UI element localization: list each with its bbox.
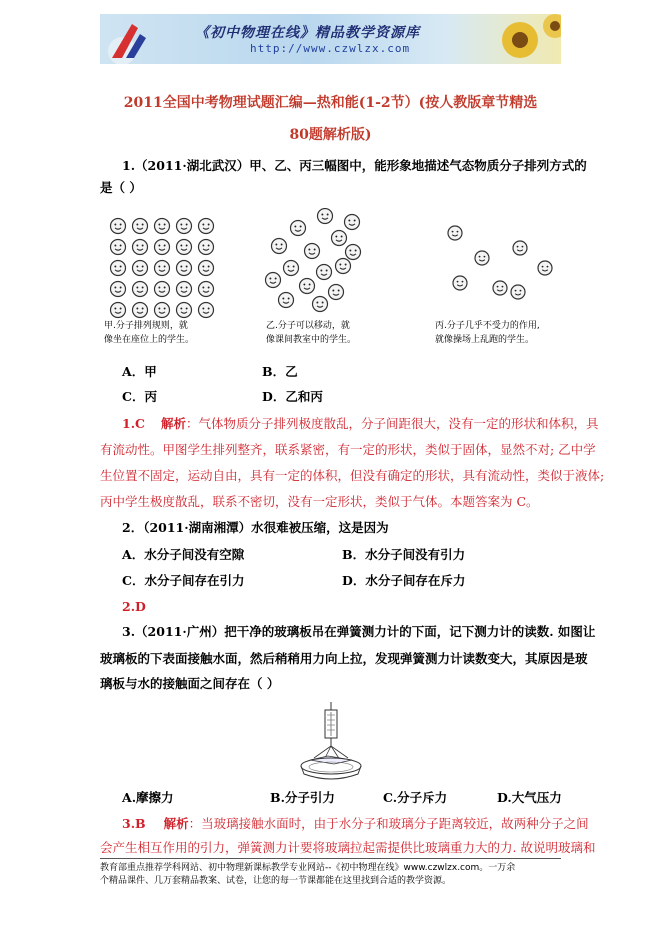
q1-analysis-2: 有流动性。甲图学生排列整齐，联系紧密，有一定的形状，类似于固体，显然不对; 乙中学	[100, 442, 596, 457]
molecule-face	[511, 285, 525, 299]
molecule-eye	[354, 220, 356, 222]
molecule-eye	[136, 245, 138, 247]
molecule-face	[111, 240, 126, 255]
molecule-eye	[120, 266, 122, 268]
q3-analysis-label: 解析	[163, 816, 189, 831]
q3-answer: 3.B	[122, 816, 146, 831]
molecule-eye	[202, 266, 204, 268]
q3-analysis-2: 会产生相互作用的引力，弹簧测力计要将玻璃拉起需提供比玻璃重力大的力. 故说明玻璃和	[100, 840, 596, 855]
molecule-face	[300, 279, 315, 294]
molecule-face	[155, 303, 170, 318]
molecule-eye	[164, 308, 166, 310]
molecule-eye	[142, 287, 144, 289]
molecule-eye	[158, 287, 160, 289]
molecule-eye	[349, 250, 351, 252]
molecule-face	[133, 219, 148, 234]
molecule-eye	[180, 308, 182, 310]
molecule-eye	[136, 224, 138, 226]
molecule-eye	[515, 290, 517, 292]
molecule-eye	[208, 287, 210, 289]
q2-option-d: D．水分子间存在斥力	[342, 573, 466, 588]
molecule-face	[318, 209, 333, 224]
molecule-eye	[293, 266, 295, 268]
q1-molecule-figures	[100, 208, 561, 320]
molecule-face	[177, 282, 192, 297]
molecule-eye	[269, 278, 271, 280]
molecule-eye	[282, 298, 284, 300]
molecule-face	[155, 261, 170, 276]
molecule-eye	[186, 245, 188, 247]
molecule-eye	[142, 245, 144, 247]
molecule-eye	[120, 224, 122, 226]
fig-b-caption-2: 像课间教室中的学生。	[266, 335, 357, 345]
q2-stem: 2．（2011·湖南湘潭）水很难被压缩，这是因为	[122, 520, 389, 535]
q1-option-a: A．甲	[122, 364, 157, 379]
molecule-face	[111, 303, 126, 318]
footer-line1: 教育部重点推荐学科网站、初中物理新课标教学专业网站--《初中物理在线》www.czwlzx.com。一万余	[100, 863, 516, 873]
footer-divider	[100, 858, 561, 859]
q3-stem-line3: 璃板与水的接触面之间存在（ ）	[100, 676, 280, 691]
molecule-eye	[158, 266, 160, 268]
molecule-eye	[120, 287, 122, 289]
molecule-eye	[208, 266, 210, 268]
molecule-face	[332, 231, 347, 246]
molecule-eye	[308, 249, 310, 251]
q1-option-c: C．丙	[122, 389, 157, 404]
molecule-eye	[517, 246, 519, 248]
molecule-face	[336, 259, 351, 274]
molecule-face	[448, 226, 462, 240]
banner-title: 《初中物理在线》精品教学资源库	[195, 25, 420, 41]
q1-answer: 1.C	[122, 416, 145, 431]
molecule-face	[199, 219, 214, 234]
q1-option-b: B．乙	[262, 364, 298, 379]
molecule-eye	[186, 224, 188, 226]
molecule-eye	[142, 224, 144, 226]
q3-answer-line	[122, 816, 589, 832]
molecule-face	[313, 297, 328, 312]
molecule-eye	[120, 245, 122, 247]
molecule-eye	[120, 308, 122, 310]
q2-option-c: C．水分子间存在引力	[122, 573, 245, 588]
molecule-face	[133, 240, 148, 255]
fig-c-caption-1: 丙.分子几乎不受力的作用,	[435, 321, 540, 331]
molecule-eye	[158, 224, 160, 226]
q1-answer-line	[122, 416, 599, 432]
molecule-eye	[142, 308, 144, 310]
molecule-eye	[321, 214, 323, 216]
molecule-face	[475, 251, 489, 265]
q1-analysis-4: 丙中学生极度散乱，联系不密切，没有一定形状，类似于气体。本题答案为 C。	[100, 494, 539, 509]
molecule-eye	[114, 245, 116, 247]
molecule-face	[133, 282, 148, 297]
molecule-eye	[355, 250, 357, 252]
molecule-face	[177, 219, 192, 234]
molecule-eye	[288, 298, 290, 300]
footer-line2: 个精品课件、几万套精品教案、试卷，让您的每一节课都能在这里找到合适的教学资源。	[100, 876, 452, 886]
doc-title-line2: 80题解析版)	[289, 127, 372, 143]
molecule-eye	[462, 281, 464, 283]
molecule-eye	[452, 231, 454, 233]
q3-option-b: B.分子引力	[270, 790, 335, 805]
figure-jia-solid	[111, 219, 214, 318]
molecule-eye	[335, 236, 337, 238]
molecule-eye	[202, 245, 204, 247]
molecule-eye	[457, 231, 459, 233]
molecule-eye	[314, 249, 316, 251]
molecule-eye	[309, 284, 311, 286]
molecule-eye	[136, 308, 138, 310]
molecule-face	[279, 293, 294, 308]
molecule-face	[155, 282, 170, 297]
molecule-eye	[542, 266, 544, 268]
doc-title-line1: 2011全国中考物理试题汇编—热和能(1-2节）(按人教版章节精选	[123, 95, 538, 111]
molecule-eye	[497, 286, 499, 288]
molecule-face	[133, 303, 148, 318]
molecule-eye	[348, 220, 350, 222]
molecule-eye	[186, 308, 188, 310]
molecule-face	[266, 273, 281, 288]
q1-stem-line1: 1.（2011·湖北武汉）甲、乙、丙三幅图中，能形象地描述气态物质分子排列方式的	[122, 158, 587, 173]
q2-option-a: A．水分子间没有空隙	[122, 547, 245, 562]
molecule-eye	[287, 266, 289, 268]
q3-stem-line1: 3.（2011·广州）把干净的玻璃板吊在弹簧测力计的下面，记下测力计的读数. 如图让	[122, 624, 596, 639]
molecule-eye	[332, 290, 334, 292]
molecule-eye	[186, 266, 188, 268]
q1-analysis-1: ：气体物质分子排列极度散乱，分子间距很大，没有一定的形状和体积，具	[186, 416, 599, 431]
q1-analysis-3: 生位置不固定，运动自由，具有一定的体积，但没有确定的形状，具有流动性，类似于液体;	[100, 468, 605, 483]
fig-a-caption-2: 像坐在座位上的学生。	[104, 335, 195, 345]
molecule-eye	[208, 224, 210, 226]
banner-url[interactable]: http://www.czwlzx.com	[250, 42, 411, 55]
molecule-face	[111, 261, 126, 276]
molecule-eye	[303, 284, 305, 286]
molecule-face	[155, 219, 170, 234]
fig-a-caption-1: 甲.分子排列规则，就	[104, 321, 188, 331]
molecule-eye	[520, 290, 522, 292]
molecule-eye	[208, 245, 210, 247]
molecule-eye	[136, 287, 138, 289]
molecule-eye	[208, 308, 210, 310]
molecule-face	[177, 303, 192, 318]
molecule-face	[177, 240, 192, 255]
molecule-face	[111, 282, 126, 297]
molecule-eye	[186, 287, 188, 289]
molecule-face	[345, 215, 360, 230]
figure-bing-gas	[448, 226, 552, 299]
q2-option-b: B．水分子间没有引力	[342, 547, 466, 562]
molecule-face	[199, 282, 214, 297]
molecule-eye	[275, 244, 277, 246]
q2-answer: 2.D	[122, 599, 146, 614]
molecule-eye	[114, 308, 116, 310]
molecule-eye	[502, 286, 504, 288]
molecule-face	[305, 244, 320, 259]
q1-option-d: D．乙和丙	[262, 389, 323, 404]
molecule-eye	[338, 290, 340, 292]
molecule-eye	[164, 287, 166, 289]
molecule-face	[199, 261, 214, 276]
molecule-face	[177, 261, 192, 276]
molecule-face	[272, 239, 287, 254]
q3-analysis-1: ：当玻璃接触水面时，由于水分子和玻璃分子距离较近，故两种分子之间	[188, 816, 589, 831]
molecule-face	[346, 245, 361, 260]
molecule-face	[111, 219, 126, 234]
site-banner	[100, 14, 561, 64]
molecule-eye	[479, 256, 481, 258]
q3-stem-line2: 玻璃板的下表面接触水面，然后稍稍用力向上拉，发现弹簧测力计读数变大，其原因是玻	[100, 651, 588, 666]
molecule-eye	[136, 266, 138, 268]
molecule-face	[199, 240, 214, 255]
q3-option-a: A.摩擦力	[122, 790, 174, 805]
q3-option-c: C.分子斥力	[383, 790, 448, 805]
molecule-eye	[164, 266, 166, 268]
molecule-eye	[114, 266, 116, 268]
molecule-eye	[326, 270, 328, 272]
molecule-eye	[202, 224, 204, 226]
molecule-eye	[300, 226, 302, 228]
molecule-eye	[114, 224, 116, 226]
molecule-eye	[164, 245, 166, 247]
molecule-eye	[345, 264, 347, 266]
molecule-face	[538, 261, 552, 275]
molecule-eye	[142, 266, 144, 268]
molecule-eye	[180, 245, 182, 247]
molecule-eye	[522, 246, 524, 248]
molecule-eye	[281, 244, 283, 246]
molecule-eye	[320, 270, 322, 272]
molecule-face	[453, 276, 467, 290]
molecule-face	[155, 240, 170, 255]
molecule-eye	[327, 214, 329, 216]
spring-scale-apparatus-figure	[298, 700, 364, 782]
molecule-face	[199, 303, 214, 318]
molecule-eye	[275, 278, 277, 280]
molecule-face	[513, 241, 527, 255]
molecule-eye	[202, 287, 204, 289]
molecule-face	[317, 265, 332, 280]
molecule-eye	[158, 308, 160, 310]
molecule-eye	[294, 226, 296, 228]
molecule-eye	[322, 302, 324, 304]
q3-option-d: D.大气压力	[497, 790, 562, 805]
molecule-eye	[341, 236, 343, 238]
molecule-eye	[158, 245, 160, 247]
molecule-eye	[180, 287, 182, 289]
fig-c-caption-2: 就像操场上乱跑的学生。	[435, 335, 535, 345]
molecule-face	[284, 261, 299, 276]
molecule-eye	[484, 256, 486, 258]
fig-b-caption-1: 乙.分子可以移动，就	[266, 321, 350, 331]
molecule-face	[133, 261, 148, 276]
molecule-eye	[180, 266, 182, 268]
molecule-eye	[339, 264, 341, 266]
molecule-eye	[202, 308, 204, 310]
molecule-eye	[547, 266, 549, 268]
molecule-eye	[164, 224, 166, 226]
molecule-eye	[180, 224, 182, 226]
molecule-face	[329, 285, 344, 300]
molecule-eye	[457, 281, 459, 283]
molecule-face	[493, 281, 507, 295]
figure-yi-liquid	[266, 209, 361, 312]
q1-stem-line2: 是（ ）	[100, 180, 142, 195]
q1-analysis-label: 解析	[160, 416, 186, 431]
molecule-eye	[316, 302, 318, 304]
molecule-eye	[114, 287, 116, 289]
molecule-face	[291, 221, 306, 236]
